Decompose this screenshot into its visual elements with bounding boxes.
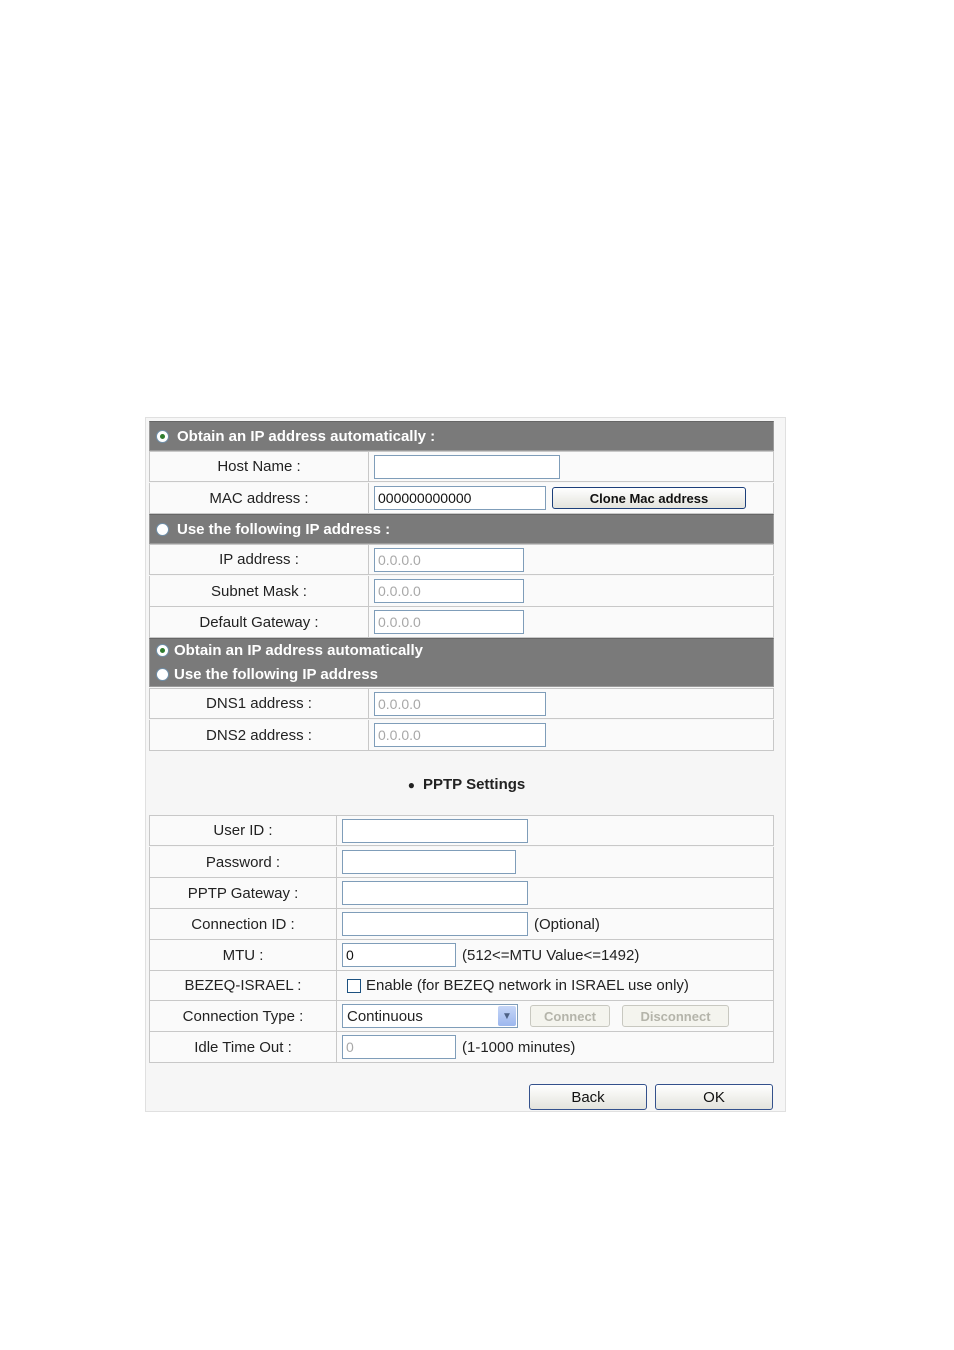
idle-timeout-label: Idle Time Out : [150, 1032, 337, 1062]
subnet-mask-label: Subnet Mask : [150, 576, 369, 606]
host-name-label: Host Name : [150, 452, 369, 481]
dns-manual-radio[interactable] [156, 668, 169, 681]
pptp-gateway-input[interactable] [342, 881, 528, 905]
mtu-hint: (512<=MTU Value<=1492) [462, 946, 640, 964]
subnet-mask-row [149, 576, 774, 607]
mtu-row [149, 940, 774, 971]
dns1-row [149, 688, 774, 719]
bezeq-enable-label: Enable (for BEZEQ network in ISRAEL use only) [366, 977, 689, 994]
default-gateway-row [149, 607, 774, 638]
mtu-label: MTU : [150, 940, 337, 970]
dns-auto-label: Obtain an IP address automatically [174, 642, 423, 659]
ip-address-row [149, 544, 774, 575]
auto-ip-label: Obtain an IP address automatically : [177, 427, 436, 445]
pptp-gateway-row [149, 878, 774, 909]
idle-timeout-hint: (1-1000 minutes) [462, 1038, 576, 1056]
clone-mac-button[interactable]: Clone Mac address [552, 487, 746, 509]
static-ip-header [149, 514, 774, 544]
dns1-label: DNS1 address : [150, 689, 369, 718]
connection-type-select[interactable] [342, 1004, 518, 1028]
connection-type-value: Continuous [347, 1007, 423, 1025]
dns-manual-label: Use the following IP address [174, 665, 378, 683]
user-id-row [149, 815, 774, 846]
mac-address-label: MAC address : [150, 483, 369, 513]
mac-address-input[interactable]: 000000000000 [374, 486, 546, 510]
bezeq-enable-checkbox[interactable] [347, 979, 361, 993]
dns2-input[interactable]: 0.0.0.0 [374, 723, 546, 747]
connection-type-row [149, 1001, 774, 1032]
host-name-input[interactable] [374, 455, 560, 479]
host-name-row [149, 451, 774, 482]
chevron-down-icon[interactable]: ▼ [498, 1006, 516, 1026]
user-id-input[interactable] [342, 819, 528, 843]
auto-ip-radio[interactable] [156, 430, 169, 443]
connection-id-label: Connection ID : [150, 909, 337, 939]
back-button[interactable]: Back [529, 1084, 647, 1110]
password-input[interactable] [342, 850, 516, 874]
dns-auto-radio[interactable] [156, 644, 169, 657]
dns-header [149, 638, 774, 687]
password-label: Password : [150, 847, 337, 877]
static-ip-label: Use the following IP address : [177, 520, 391, 538]
dns2-row [149, 720, 774, 751]
ok-button[interactable]: OK [655, 1084, 773, 1110]
bullet-icon: ● [407, 778, 415, 792]
user-id-label: User ID : [150, 816, 337, 845]
dns2-label: DNS2 address : [150, 720, 369, 750]
default-gateway-input[interactable]: 0.0.0.0 [374, 610, 524, 634]
ip-address-label: IP address : [150, 545, 369, 574]
static-ip-radio[interactable] [156, 523, 169, 536]
connect-button[interactable]: Connect [530, 1005, 610, 1027]
password-row [149, 847, 774, 878]
bezeq-row [149, 971, 774, 1001]
pptp-section-title: ● PPTP Settings [407, 776, 526, 793]
connection-id-row [149, 909, 774, 940]
mtu-input[interactable]: 0 [342, 943, 456, 967]
default-gateway-label: Default Gateway : [150, 607, 369, 637]
connection-type-label: Connection Type : [150, 1001, 337, 1031]
subnet-mask-input[interactable]: 0.0.0.0 [374, 579, 524, 603]
disconnect-button[interactable]: Disconnect [622, 1005, 729, 1027]
connection-id-hint: (Optional) [534, 915, 600, 933]
bezeq-label: BEZEQ-ISRAEL : [150, 971, 337, 1000]
idle-timeout-input[interactable]: 0 [342, 1035, 456, 1059]
auto-ip-header [149, 421, 774, 451]
connection-id-input[interactable] [342, 912, 528, 936]
dns1-input[interactable]: 0.0.0.0 [374, 692, 546, 716]
wan-settings-panel [145, 417, 786, 1112]
mac-address-row [149, 483, 774, 514]
ip-address-input[interactable]: 0.0.0.0 [374, 548, 524, 572]
pptp-gateway-label: PPTP Gateway : [150, 878, 337, 908]
idle-timeout-row [149, 1032, 774, 1063]
